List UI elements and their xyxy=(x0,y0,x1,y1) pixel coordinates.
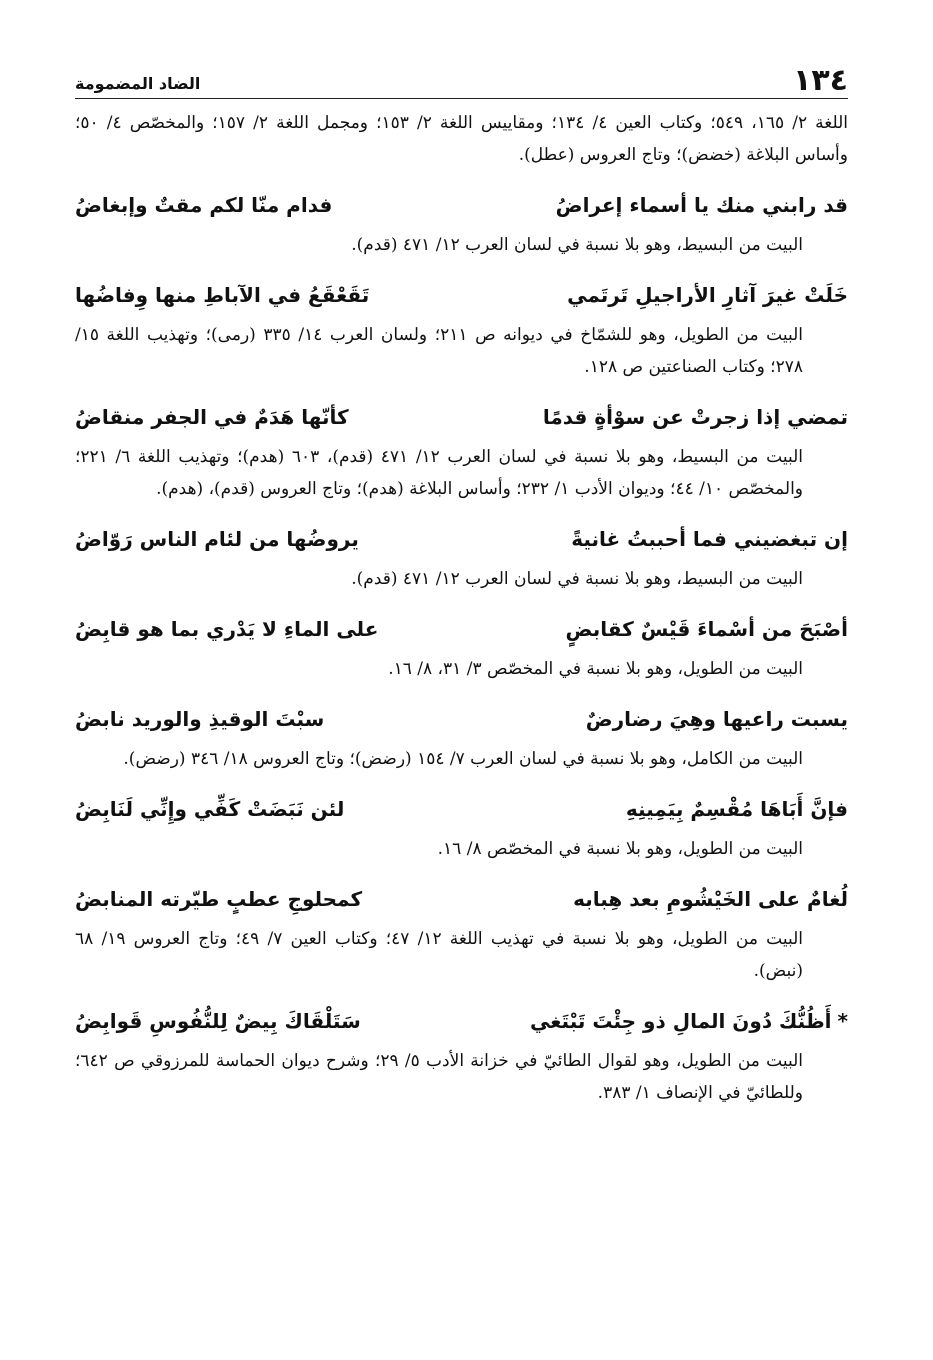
verse-entry xyxy=(75,695,848,775)
verse-attribution-note: البيت من الطويل، وهو بلا نسبة في المخصّص ٨/ ١٦. xyxy=(437,839,803,859)
verse-attribution-note: البيت من الطويل، وهو بلا نسبة في تهذيب اللغة ١٢/ ٤٧؛ وكتاب العين ٧/ ٤٩؛ وتاج العروس ١٩/ ٦٨ (نبض). xyxy=(75,929,804,981)
verse-entry xyxy=(75,515,848,595)
verse-first-hemistich: إن تبغضيني فما أحببتُ غانيةً xyxy=(571,527,848,551)
verse-first-hemistich-text: أَظُنُّكَ دُونَ المالِ ذو جِئْتَ تَبْتَغي xyxy=(530,1009,832,1033)
verse-line xyxy=(75,875,848,923)
verse-line xyxy=(75,271,848,319)
verse-entry xyxy=(75,875,848,987)
verse-first-hemistich: أصْبَحَ من أسْماءَ قَيْسٌ كقابضٍ xyxy=(565,617,848,641)
verse-line xyxy=(75,515,848,563)
verse-entry xyxy=(75,785,848,865)
verse-line xyxy=(75,785,848,833)
verse-attribution-note: البيت من البسيط، وهو بلا نسبة في لسان العرب ١٢/ ٤٧١ (قدم)، ٦٠٣ (هدم)؛ وتهذيب اللغة ٦/ ٢٢١؛ والمخصّص ١٠/ ٤٤؛ وديوان الأدب ١/ ٢٣٢؛ وأساس البلاغة (هدم)؛ وتاج العروس (قدم)، (هدم). xyxy=(75,447,803,499)
verse-entry xyxy=(75,605,848,685)
verse-first-hemistich: يسبت راعيها وهِيَ رضارضٌ xyxy=(585,707,848,731)
verse-second-hemistich: كأنّها هَدَمٌ في الجفر منقاضُ xyxy=(75,405,349,429)
verse-second-hemistich: كمحلوجِ عطبٍ طيّرته المنابضُ xyxy=(75,887,363,911)
verse-line xyxy=(75,997,848,1045)
verse-line xyxy=(75,695,848,743)
verse-line xyxy=(75,393,848,441)
verse-entry xyxy=(75,271,848,383)
verse-second-hemistich: لئن نَبَضَتْ كَفِّي وإِنِّي لَنَابِضُ xyxy=(75,797,345,821)
verse-entry xyxy=(75,393,848,505)
asterisk-marker: * xyxy=(837,1009,848,1033)
verse-second-hemistich: يروضُها من لئام الناس رَوّاضُ xyxy=(75,527,359,551)
verse-line xyxy=(75,181,848,229)
section-title: الضاد المضمومة xyxy=(75,74,201,93)
verse-first-hemistich: لُغامٌ على الخَيْشُومِ بعد هِبابه xyxy=(573,887,848,911)
verse-line xyxy=(75,605,848,653)
verse-attribution-note: البيت من الطويل، وهو بلا نسبة في المخصّص ٣/ ٣١، ٨/ ١٦. xyxy=(388,659,803,679)
book-page xyxy=(75,40,848,1109)
verse-second-hemistich: على الماءِ لا يَدْري بما هو قابِضُ xyxy=(75,617,379,641)
verse-first-hemistich xyxy=(530,997,848,1045)
verse-attribution-note: البيت من الطويل، وهو لقوال الطائيّ في خزانة الأدب ٥/ ٢٩؛ وشرح ديوان الحماسة للمرزوقي ص ٦٤٢؛ وللطائيّ في الإنصاف ١/ ٣٨٣. xyxy=(75,1051,804,1103)
verse-attribution-note: البيت من البسيط، وهو بلا نسبة في لسان العرب ١٢/ ٤٧١ (قدم). xyxy=(351,569,803,589)
page-number: ١٣٤ xyxy=(793,63,848,98)
verse-second-hemistich: سَتَلْقَاكَ بِيضٌ لِلنُّفُوسِ قَوابِضُ xyxy=(75,1009,361,1033)
verse-second-hemistich: سبْتَ الوقيذِ والوريد نابضُ xyxy=(75,707,325,731)
verse-entry xyxy=(75,997,848,1109)
verse-first-hemistich: تمضي إذا زجرتْ عن سوْأةٍ قدمًا xyxy=(542,405,848,429)
running-head xyxy=(75,40,848,99)
verse-second-hemistich: فدام منّا لكم مقتٌ وإبغاضُ xyxy=(75,193,333,217)
verse-second-hemistich: تَقَعْقَعُ في الآباطِ منها وِفاضُها xyxy=(75,283,370,307)
verse-attribution-note: البيت من الطويل، وهو للشمّاخ في ديوانه ص ٢١١؛ ولسان العرب ١٤/ ٣٣٥ (رمى)؛ وتهذيب اللغة ١٥/ ٢٧٨؛ وكتاب الصناعتين ص ١٢٨. xyxy=(75,325,803,377)
verse-attribution-note: البيت من الكامل، وهو بلا نسبة في لسان العرب ٧/ ١٥٤ (رضض)؛ وتاج العروس ١٨/ ٣٤٦ (رضض). xyxy=(123,749,803,769)
verse-entry xyxy=(75,181,848,261)
verse-first-hemistich: فإنَّ أَبَاهَا مُقْسِمٌ بِيَمِينِهِ xyxy=(625,797,848,821)
continued-footnote: اللغة ٢/ ١٦٥، ٥٤٩؛ وكتاب العين ٤/ ١٣٤؛ ومقاييس اللغة ٢/ ١٥٣؛ ومجمل اللغة ٢/ ١٥٧؛ والمخصّص ٤/ ٥٠؛ وأساس البلاغة (خضض)؛ وتاج العروس (عطل). xyxy=(75,113,848,165)
verse-first-hemistich: خَلَتْ غيرَ آثارِ الأراجيلِ تَرتَمي xyxy=(567,283,848,307)
verse-attribution-note: البيت من البسيط، وهو بلا نسبة في لسان العرب ١٢/ ٤٧١ (قدم). xyxy=(351,235,803,255)
verse-first-hemistich: قد رابني منك يا أسماء إعراضُ xyxy=(555,193,848,217)
